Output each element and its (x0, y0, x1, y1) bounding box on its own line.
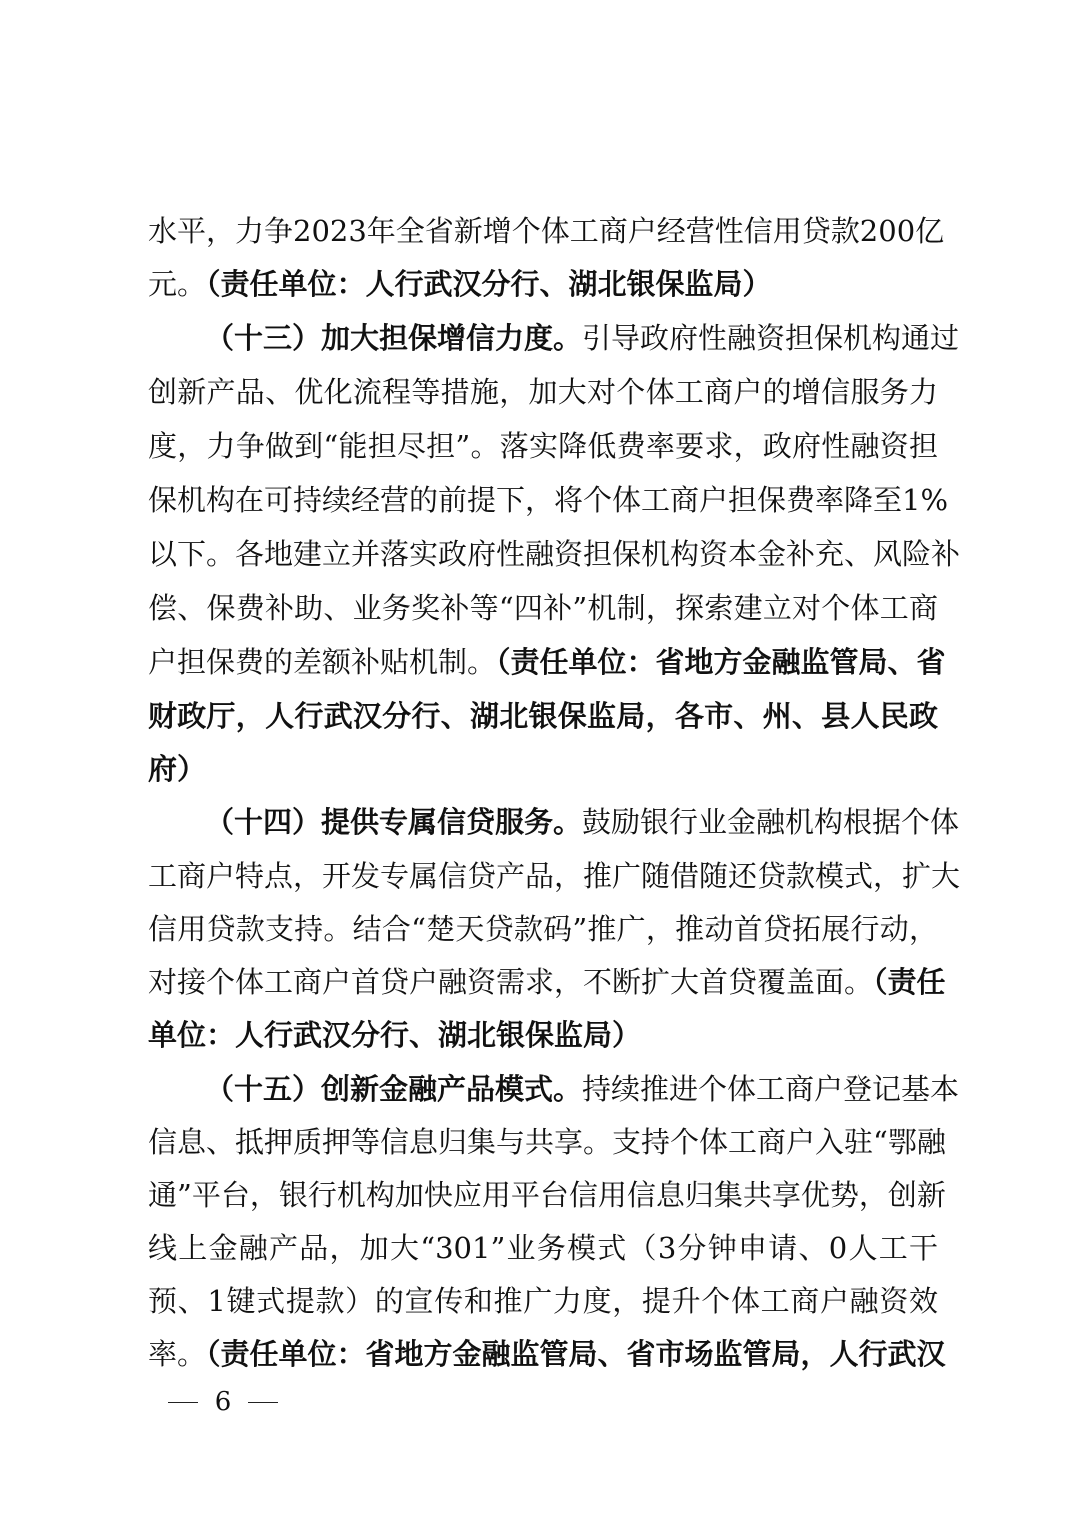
text-line-22: 率。（责任单位：省地方金融监管局、省市场监管局，人行武汉 (148, 1337, 946, 1371)
text-line-10: 财政厅，人行武汉分行、湖北银保监局，各市、州、县人民政 (148, 699, 938, 733)
text-line-18: 信息、抵押质押等信息归集与共享。支持个体工商户入驻“鄂融 (148, 1125, 946, 1159)
text-line-21: 预、1键式提款）的宣传和推广力度，提升个体工商户融资效 (148, 1284, 938, 1318)
text-line-8: 偿、保费补助、业务奖补等“四补”机制，探索建立对个体工商 (148, 591, 938, 625)
section-15-heading: （十五）创新金融产品模式。 (205, 1072, 583, 1106)
responsibility-note: （责任单位：省地方金融监管局、省市场监管局，人行武汉 (206, 1337, 946, 1371)
section-14-heading: （十四）提供专属信贷服务。 (205, 805, 583, 839)
text-line-6: 保机构在可持续经营的前提下，将个体工商户担保费率降至1% (148, 483, 949, 517)
text-line-16: 单位：人行武汉分行、湖北银保监局） (148, 1018, 642, 1052)
text-line-19: 通”平台，银行机构加快应用平台信用信息归集共享优势，创新 (148, 1178, 946, 1212)
dash-right (248, 1402, 278, 1403)
text-line-9: 户担保费的差额补贴机制。（责任单位：省地方金融监管局、省 (148, 645, 946, 679)
responsibility-note: （责任单位：人行武汉分行、湖北银保监局） (206, 267, 772, 301)
responsibility-note: （责任单位：省地方金融监管局、省 (496, 645, 946, 679)
text-line-4: 创新产品、优化流程等措施，加大对个体工商户的增信服务力 (148, 375, 938, 409)
text-line-7: 以下。各地建立并落实政府性融资担保机构资本金补充、风险补 (148, 537, 961, 571)
responsibility-note: （责任 (873, 965, 946, 999)
text-line-14: 信用贷款支持。结合“楚天贷款码”推广，推动首贷拓展行动， (148, 912, 938, 946)
section-13-heading-line: （十三）加大担保增信力度。引导政府性融资担保机构通过 (205, 321, 960, 355)
section-14-heading-line: （十四）提供专属信贷服务。鼓励银行业金融机构根据个体 (205, 805, 960, 839)
text-line-5: 度，力争做到“能担尽担”。落实降低费率要求，政府性融资担 (148, 429, 938, 463)
dash-left (168, 1402, 198, 1403)
text-line-15: 对接个体工商户首贷户融资需求，不断扩大首贷覆盖面。（责任 (148, 965, 946, 999)
text-line-2: 元。（责任单位：人行武汉分行、湖北银保监局） (148, 267, 772, 301)
text-line-11: 府） (148, 752, 207, 786)
page-number-value: 6 (214, 1387, 232, 1417)
text-line-20: 线上金融产品，加大“301”业务模式（3分钟申请、0人工干 (148, 1231, 938, 1265)
text-line-13: 工商户特点，开发专属信贷产品，推广随借随还贷款模式，扩大 (148, 859, 961, 893)
page-number (168, 1384, 278, 1420)
text-line-1: 水平，力争2023年全省新增个体工商户经营性信用贷款200亿 (148, 214, 945, 248)
section-13-heading: （十三）加大担保增信力度。 (205, 321, 583, 355)
section-15-heading-line: （十五）创新金融产品模式。持续推进个体工商户登记基本 (205, 1072, 960, 1106)
